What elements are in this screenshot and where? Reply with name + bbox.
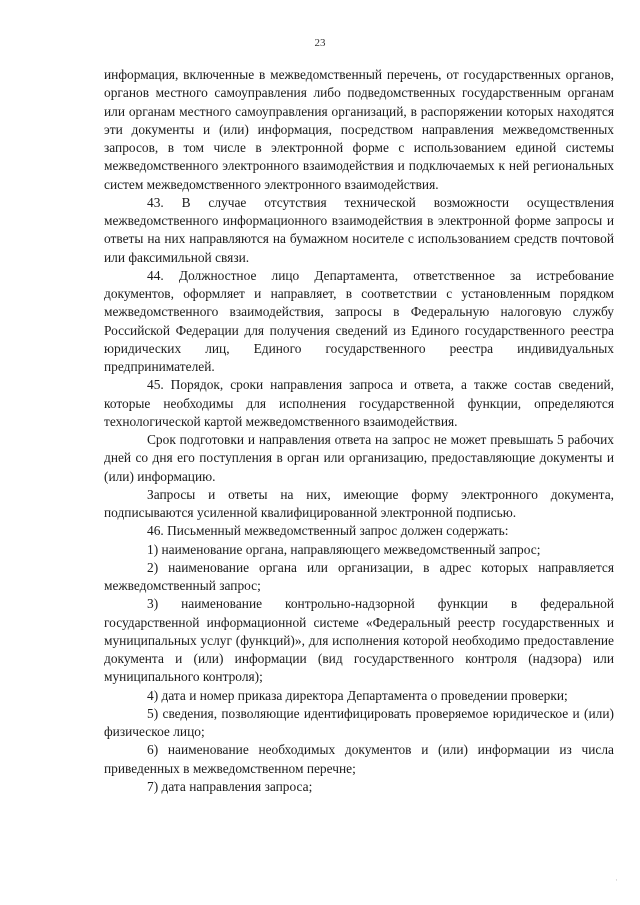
paragraph: информация, включенные в межведомственный перечень, от государственных органов, органов местного самоуправления либо подведомственных государственным органам или органам местного самоуправления организаций, в распоряжении которых находятся эти документы и (или) информация, посредством направления межведомственных запросов, в том числе в электронной форме с использованием единой системы межведомственного электронного взаимодействия и подключаемых к ней региональных систем межведомственного электронного взаимодействия. [104,67,614,192]
paragraph: 4) дата и номер приказа директора Департамента о проведении проверки; [147,687,568,703]
body-text [104,66,614,796]
scan-artifact: · [615,875,618,885]
paragraph: 2) наименование органа или организации, в адрес которых направляется межведомственный запрос; [104,559,614,593]
paragraph: 3) наименование контрольно-надзорной функции в федеральной государственной информационной системе «Федеральный реестр государственных и муниципальных услуг (функций)», для исполнения которой необходимо предоставление документа и (или) информации (вид государственного контроля (надзора) или муниципального контроля); [104,596,614,685]
paragraph: 5) сведения, позволяющие идентифицировать проверяемое юридическое и (или) физическое лицо; [104,705,614,739]
paragraph: 44. Должностное лицо Департамента, ответственное за истребование документов, оформляет и направляет, в соответствии с установленным порядком межведомственного взаимодействия, запросы в Федеральную налоговую службу Российской Федерации для получения сведений из Единого государственного реестра юридических лиц, Единого государственного реестра индивидуальных предпринимателей. [104,267,614,374]
page-number: 23 [314,37,326,49]
paragraph: 7) дата направления запроса; [147,778,313,794]
paragraph: 6) наименование необходимых документов и (или) информации из числа приведенных в межведомственном перечне; [104,742,614,776]
paragraph: 43. В случае отсутствия технической возможности осуществления межведомственного информационного взаимодействия в электронной форме запросы и ответы на них направляются на бумажном носителе с использованием средств почтовой или факсимильной связи. [104,194,614,265]
paragraph: Срок подготовки и направления ответа на запрос не может превышать 5 рабочих дней со дня его поступления в орган или организацию, предоставляющие документы и (или) информацию. [104,432,614,484]
paragraph: 46. Письменный межведомственный запрос должен содержать: [147,523,509,539]
paragraph: 1) наименование органа, направляющего межведомственный запрос; [147,541,541,557]
paragraph: 45. Порядок, сроки направления запроса и ответа, а также состав сведений, которые необходимы для исполнения государственной функции, определяются технологической картой межведомственного взаимодействия. [104,377,614,429]
paragraph: Запросы и ответы на них, имеющие форму электронного документа, подписываются усиленной квалифицированной электронной подписью. [104,486,614,520]
